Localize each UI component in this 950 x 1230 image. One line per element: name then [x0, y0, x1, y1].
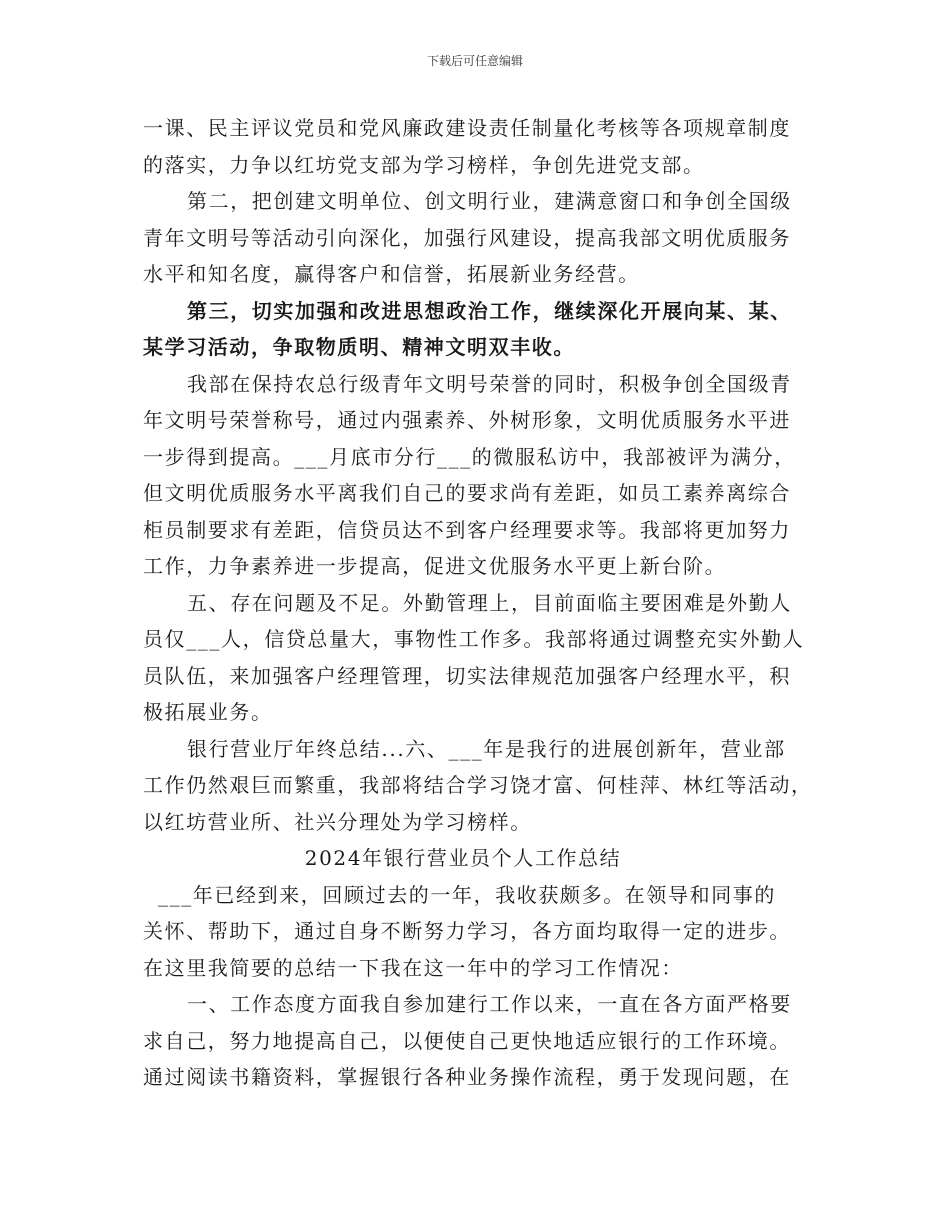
text-line: 员仅___人，信贷总量大，事物性工作多。我部将通过调整充实外勤人: [143, 627, 805, 651]
text-line: 我部在保持农总行级青年文明号荣誉的同时，积极争创全国级青: [187, 371, 792, 396]
section-title: 2024年银行营业员个人工作总结: [304, 846, 622, 870]
page-header: 下载后可任意编辑: [426, 54, 523, 68]
text-line: 年文明号荣誉称号，通过内强素养、外树形象，文明优质服务水平进: [143, 408, 791, 432]
text-line: 一步得到提高。___月底市分行___的微服私访中，我部被评为满分，: [143, 444, 796, 469]
text-line: 通过阅读书籍资料，掌握银行各种业务操作流程，勇于发现问题，在: [143, 1065, 791, 1089]
text-line: 某学习活动，争取物质明、精神文明双丰收。: [143, 335, 575, 359]
document-body: [143, 110, 823, 1096]
text-line: 极拓展业务。: [143, 700, 273, 724]
text-line: 员队伍，来加强客户经理管理，切实法律规范加强客户经理水平，积: [143, 663, 791, 688]
text-line: 第三，切实加强和改进思想政治工作，继续深化开展向某、某、: [187, 298, 792, 323]
text-line: 柜员制要求有差距，信贷员达不到客户经理要求等。我部将更加努力: [143, 517, 791, 542]
text-line: 第二，把创建文明单位、创文明行业，建满意窗口和争创全国级: [187, 189, 792, 213]
text-line: 的落实，力争以红坊党支部为学习榜样，争创先进党支部。: [143, 152, 705, 177]
text-line: 一、工作态度方面我自参加建行工作以来，一直在各方面严格要: [187, 992, 792, 1016]
text-line: 关怀、帮助下，通过自身不断努力学习，各方面均取得一定的进步。: [143, 919, 791, 943]
text-line: 五、存在问题及不足。外勤管理上，目前面临主要困难是外勤人: [187, 590, 792, 615]
text-line: 一课、民主评议党员和党风廉政建设责任制量化考核等各项规章制度: [143, 116, 791, 140]
text-line: 在这里我简要的总结一下我在这一年中的学习工作情况：: [143, 955, 683, 980]
text-line: 水平和知名度，赢得客户和信誉，拓展新业务经营。: [143, 262, 640, 286]
text-line: 工作仍然艰巨而繁重，我部将结合学习饶才富、何桂萍、林红等活动，: [143, 773, 813, 797]
text-line: 工作，力争素养进一步提高，促进文优服务水平更上新台阶。: [143, 554, 727, 578]
text-line: ___年已经到来，回顾过去的一年，我收获颇多。在领导和同事的: [158, 882, 776, 907]
text-line: 以红坊营业所、社兴分理处为学习榜样。: [143, 809, 532, 834]
text-line: 但文明优质服务水平离我们自己的要求尚有差距，如员工素养离综合: [143, 481, 791, 505]
text-line: 求自己，努力地提高自己，以便使自己更快地适应银行的工作环境。: [143, 1028, 791, 1053]
text-line: 银行营业厅年终总结...六、___年是我行的进展创新年，营业部: [187, 736, 786, 761]
text-line: 青年文明号等活动引向深化，加强行风建设，提高我部文明优质服务: [143, 225, 791, 250]
